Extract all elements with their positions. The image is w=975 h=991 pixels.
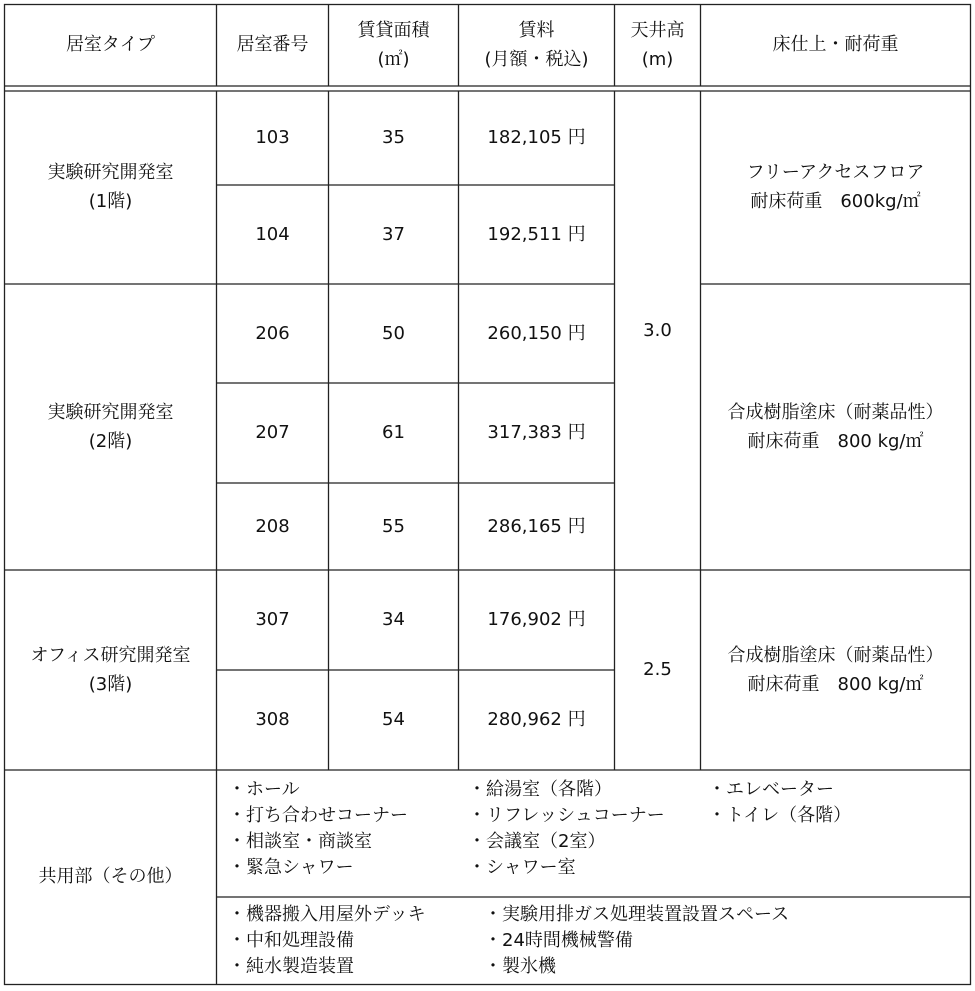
list-item: ・純水製造装置 [228, 956, 354, 977]
common-list-3 [708, 777, 851, 829]
room-rent: 182,105 円 [487, 127, 586, 149]
floor-load: 耐床荷重 800 kg/㎡ [747, 673, 924, 695]
common-list-1 [228, 777, 408, 881]
list-item: ・中和処理設備 [228, 930, 354, 951]
common-area-label: 共用部（その他） [38, 866, 183, 888]
room-number: 308 [255, 709, 290, 731]
list-item: ・トイレ（各階） [708, 805, 852, 826]
list-item: ・機器搬入用屋外デッキ [228, 904, 426, 925]
room-number: 207 [255, 422, 290, 444]
floor-finish-2f [701, 285, 970, 570]
floor-load: 耐床荷重 800 kg/㎡ [747, 430, 924, 452]
room-area: 37 [382, 223, 405, 245]
group-name: 実験研究開発室 [47, 401, 174, 423]
header-area-unit: (㎡) [377, 48, 410, 70]
header-floor-finish-label: 床仕上・耐荷重 [772, 34, 899, 56]
floor-finish-type: 合成樹脂塗床（耐薬品性） [727, 401, 944, 423]
room-area: 50 [382, 322, 405, 344]
room-rent: 176,902 円 [487, 609, 586, 631]
header-floor-finish [701, 5, 970, 86]
floor-finish-type: フリーアクセスフロア [746, 162, 925, 184]
list-item: ・給湯室（各階） [468, 779, 612, 800]
room-rent: 317,383 円 [487, 422, 586, 444]
list-item: ・シャワー室 [468, 857, 576, 878]
list-item: ・製氷機 [484, 956, 556, 977]
room-area: 34 [382, 609, 405, 631]
list-item: ・実験用排ガス処理装置設置スペース [484, 904, 790, 925]
room-rent: 286,165 円 [487, 515, 586, 537]
room-rent: 260,150 円 [487, 322, 586, 344]
group-floor: (3階) [88, 673, 133, 695]
room-number: 104 [255, 223, 290, 245]
list-item: ・打ち合わせコーナー [228, 805, 408, 826]
header-room-type-label: 居室タイプ [65, 34, 156, 56]
header-area-label: 賃貸面積 [357, 19, 430, 41]
header-rent-label: 賃料 [518, 19, 555, 41]
group-name: オフィス研究開発室 [30, 644, 191, 666]
room-number: 208 [255, 515, 290, 537]
group-name: 実験研究開発室 [47, 162, 174, 184]
room-rent: 192,511 円 [487, 223, 586, 245]
header-ceiling [615, 5, 700, 86]
room-number: 307 [255, 609, 290, 631]
group-type-2f [5, 285, 216, 570]
common-list-5 [484, 902, 789, 980]
ceiling-height-1f-2f: 3.0 [643, 319, 672, 341]
ceiling-height-3f: 2.5 [643, 659, 672, 681]
room-rent: 280,962 円 [487, 709, 586, 731]
floor-finish-1f [701, 92, 970, 284]
room-area: 35 [382, 127, 405, 149]
common-list-2 [468, 777, 665, 881]
header-rent-note: (月額・税込) [484, 48, 589, 70]
group-floor: (2階) [88, 430, 133, 452]
list-item: ・リフレッシュコーナー [468, 805, 665, 826]
header-ceiling-label: 天井高 [630, 19, 685, 41]
room-area: 54 [382, 709, 405, 731]
list-item: ・相談室・商談室 [228, 831, 372, 852]
list-item: ・24時間機械警備 [484, 930, 633, 951]
room-number: 206 [255, 322, 290, 344]
list-item: ・会議室（2室） [468, 831, 606, 852]
header-ceiling-unit: (m) [641, 48, 674, 70]
header-rent [459, 5, 614, 86]
room-number: 103 [255, 127, 290, 149]
room-area: 55 [382, 515, 405, 537]
group-type-3f [5, 571, 216, 770]
header-room-number-label: 居室番号 [236, 34, 309, 56]
header-area [329, 5, 458, 86]
group-floor: (1階) [88, 191, 133, 212]
room-area: 61 [382, 422, 405, 444]
floor-load: 耐床荷重 600kg/㎡ [750, 191, 921, 212]
list-item: ・ホール [228, 779, 300, 800]
list-item: ・エレベーター [708, 779, 834, 800]
group-type-1f [5, 92, 216, 284]
header-room-type [5, 5, 216, 86]
floor-finish-3f [701, 571, 970, 770]
list-item: ・緊急シャワー [228, 857, 354, 878]
header-room-number [217, 5, 328, 86]
common-list-4 [228, 902, 426, 980]
floor-finish-type: 合成樹脂塗床（耐薬品性） [727, 644, 944, 666]
